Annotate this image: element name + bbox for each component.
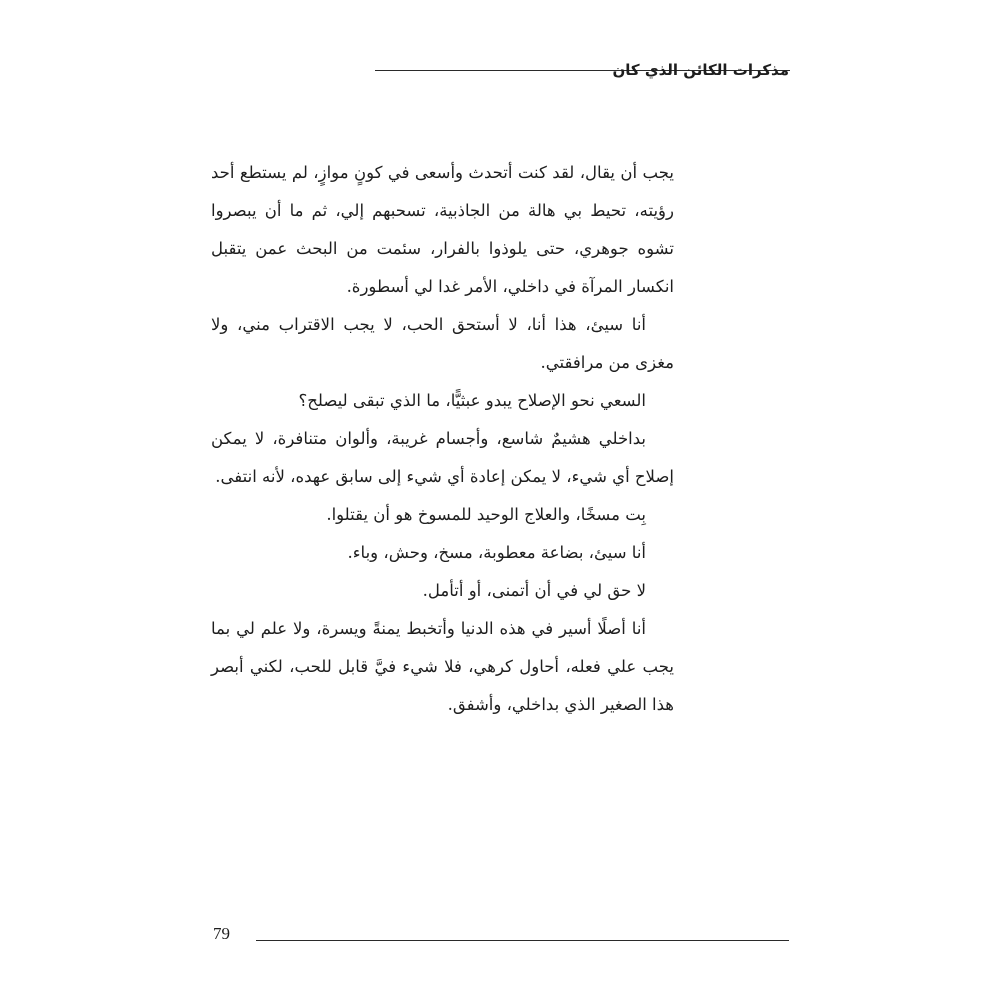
body-text [211,154,674,724]
paragraph: يجب أن يقال، لقد كنت أتحدث وأسعى في كونٍ موازٍ، لم يستطع أحد رؤيته، تحيط بي هالة من الجاذبية، تسحبهم إلي، ثم ما أن يبصروا تشوه جوهري، حتى يلوذوا بالفرار، سئمت من البحث عمن يتقبل انكسار المرآة في داخلي، الأمر غدا لي أسطورة. [211,163,674,296]
paragraph: أنا سيئ، بضاعة معطوبة، مسخ، وحش، وباء. [347,543,646,562]
paragraph: أنا سيئ، هذا أنا، لا أستحق الحب، لا يجب الاقتراب مني، ولا مغزى من مرافقتي. [211,315,674,372]
paragraph: بداخلي هشيمٌ شاسع، وأجسام غريبة، وألوان متنافرة، لا يمكن إصلاح أي شيء، لا يمكن إعادة أي شيء إلى سابق عهده، لأنه انتفى. [211,429,674,486]
footer-rule [256,940,789,941]
page-number: 79 [213,924,230,943]
paragraph: بِت مسخًا، والعلاج الوحيد للمسوخ هو أن يقتلوا. [326,505,646,524]
running-footer [213,921,789,947]
book-title: مذكرات الكائن الذي كان [612,61,789,79]
paragraph: السعي نحو الإصلاح يبدو عبثيًّا، ما الذي تبقى ليصلح؟ [298,391,646,410]
paragraph: أنا أصلًا أسير في هذه الدنيا وأتخبط يمنةً ويسرة، ولا علم لي بما يجب علي فعله، أحاول كرهي، فلا شيء فيَّ قابل للحب، لكني أبصر هذا الصغير الذي بداخلي، وأشفق. [211,619,674,714]
paragraph: لا حق لي في أن أتمنى، أو أتأمل. [422,581,646,600]
running-header [213,57,789,85]
